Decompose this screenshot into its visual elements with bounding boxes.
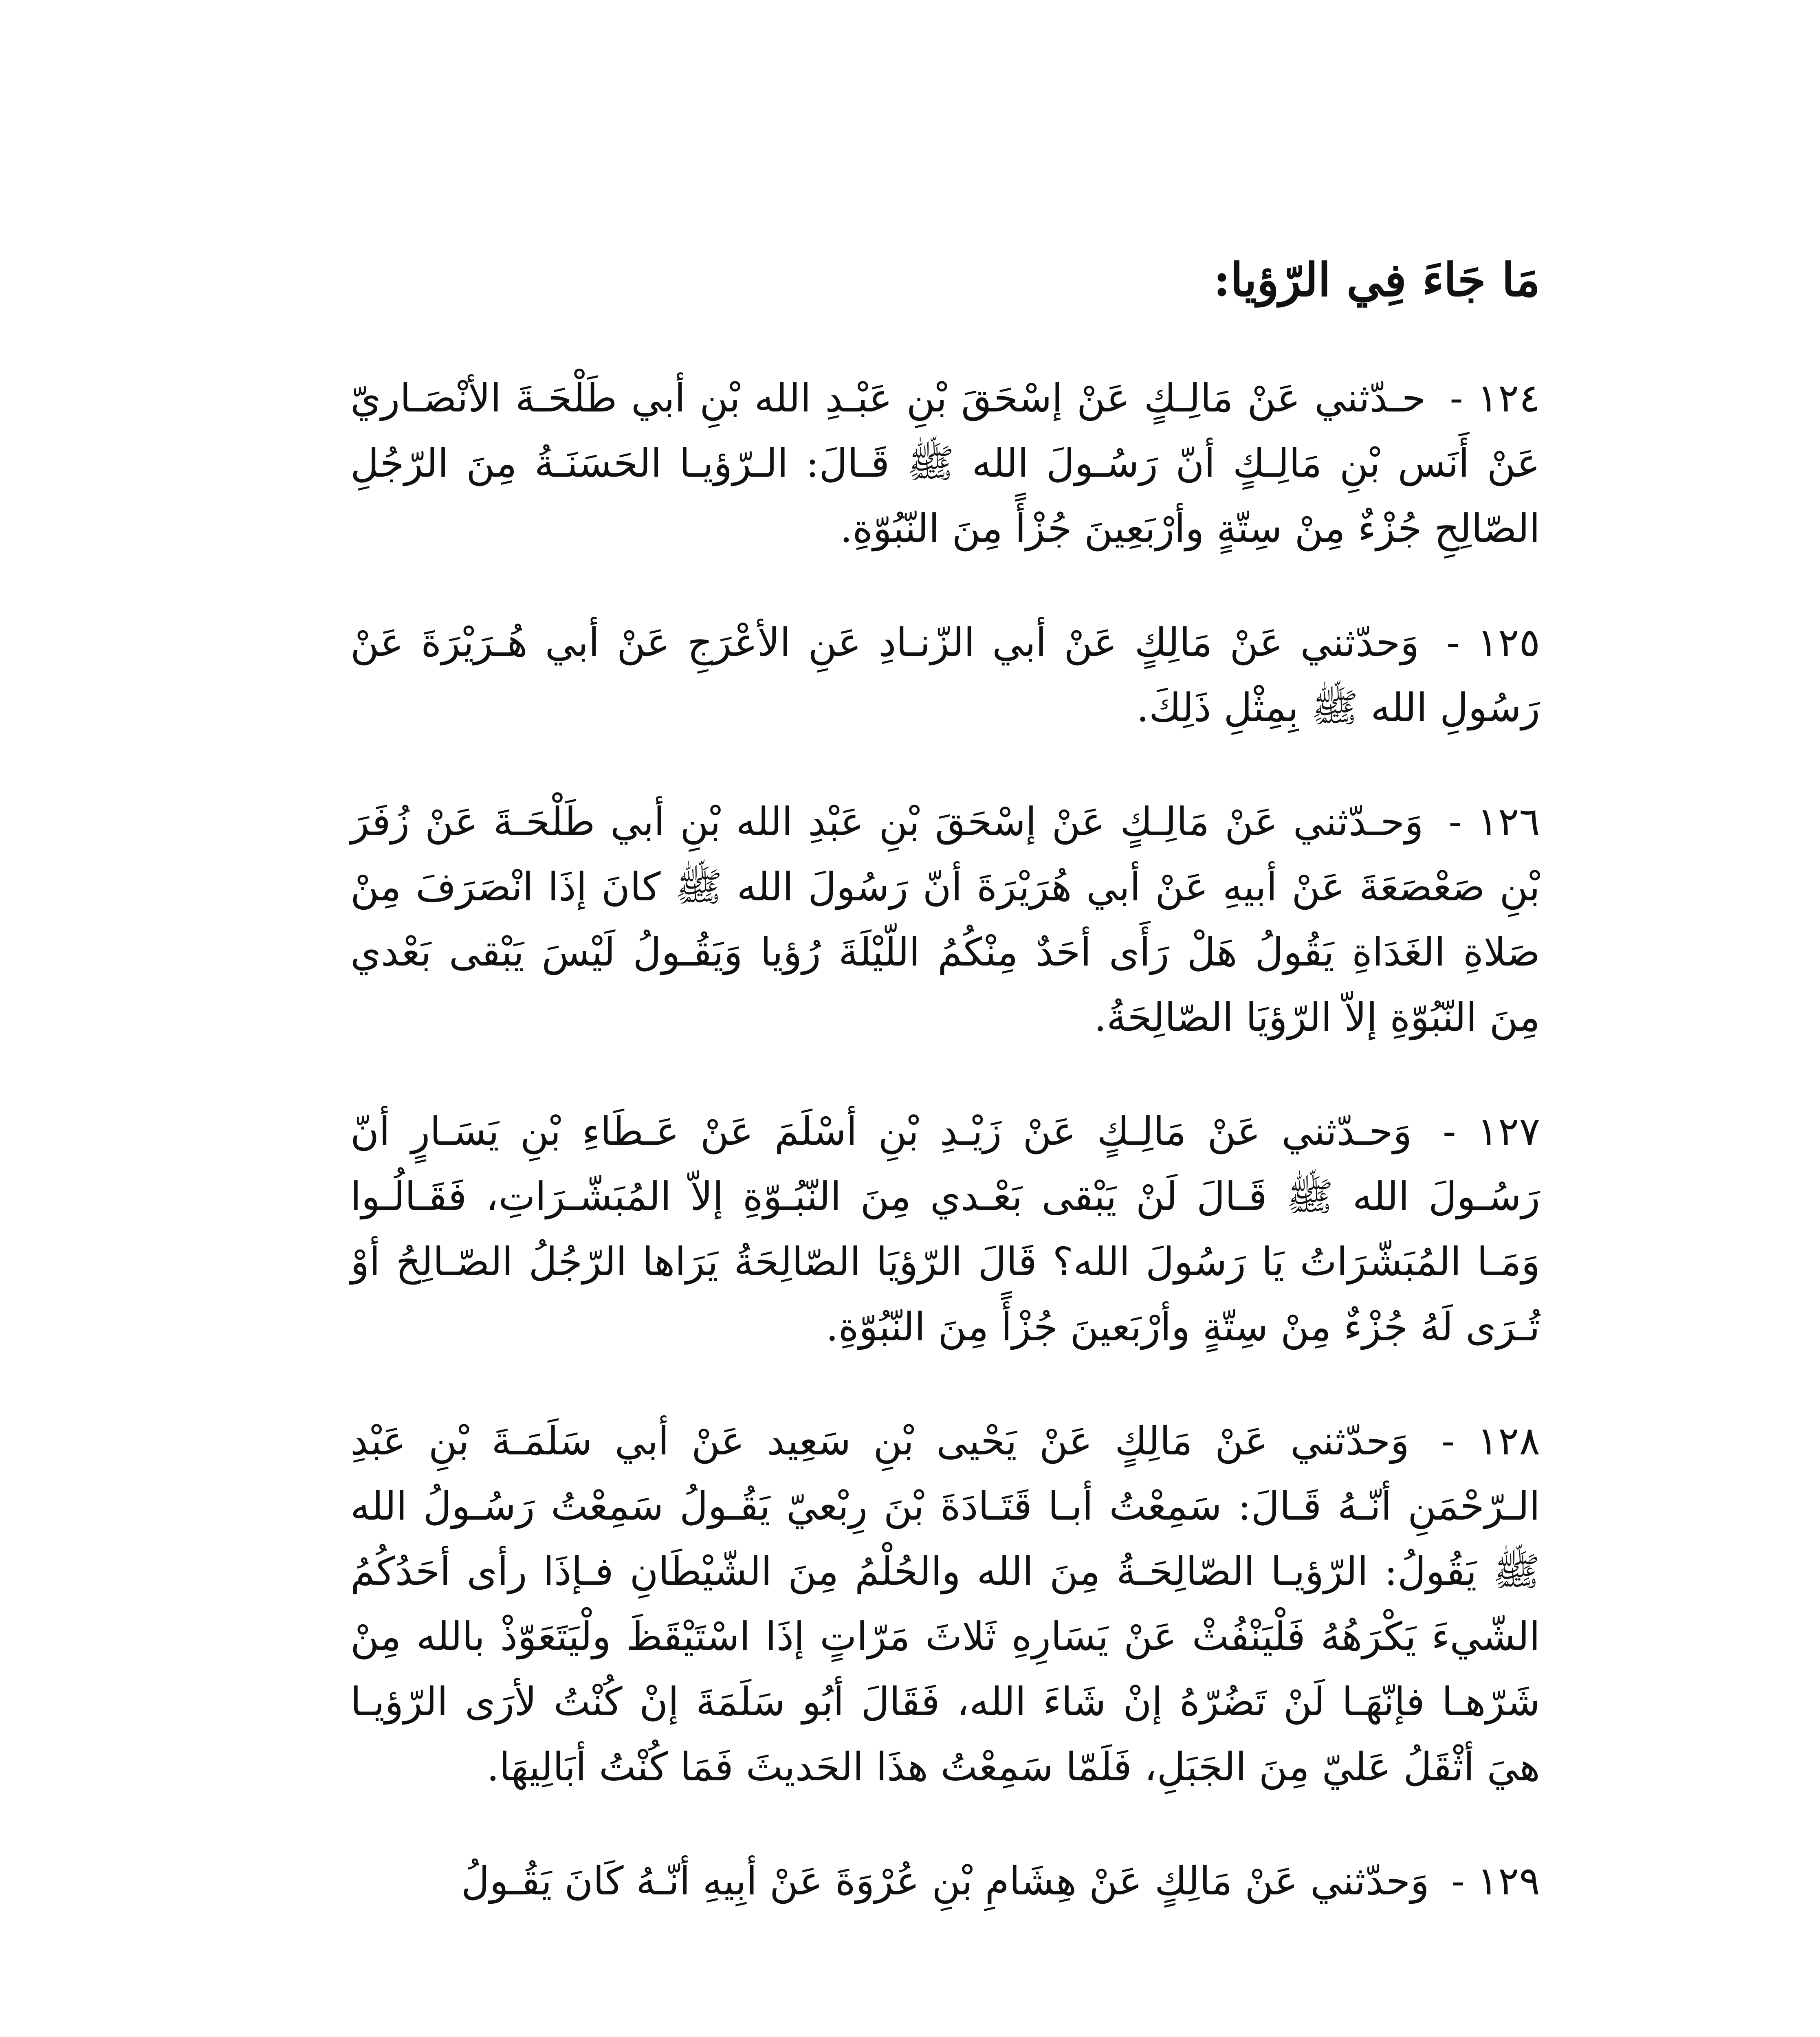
- hadith-paragraph: [350, 1848, 1540, 1914]
- hadith-number: ١٢٨ -: [1441, 1418, 1541, 1464]
- hadith-number: ١٢٦ -: [1448, 799, 1541, 845]
- chapter-heading: مَا جَاءَ فِي الرّؤيا:: [1213, 253, 1540, 307]
- hadith-paragraph: [350, 789, 1540, 1050]
- hadith-text: وَحدّثني عَنْ مَالِكٍ عَنْ هِشَامِ بْنِ عُرْوَةَ عَنْ أبِيهِ أنّـهُ كَانَ يَقُـولُ: [461, 1858, 1429, 1904]
- hadith-paragraph: [350, 610, 1540, 740]
- hadith-paragraph: [350, 1408, 1540, 1799]
- hadith-number: ١٢٤ -: [1450, 375, 1541, 421]
- hadith-paragraph: [350, 365, 1540, 561]
- hadith-number: ١٢٧ -: [1443, 1108, 1541, 1154]
- hadith-text: وَحـدّثني عَنْ مَالِـكٍ عَنْ زَيْـدِ بْنِ أسْلَمَ عَنْ عَـطَاءِ بْنِ يَسَـارٍ أنّ رَسُـولَ الله ﷺ قَـالَ لَنْ يَبْقى بَعْـدي مِنَ النّبُـوّةِ إلاّ المُبَشّـرَاتِ، فَقَـالُـوا وَمَـا المُبَشّرَاتُ يَا رَسُولَ الله؟ قَالَ الرّؤيَا الصّالِحَةُ يَرَاها الرّجُلُ الصّـالِحُ أوْ تُـرَى لَهُ جُزْءٌ مِنْ سِتّةٍ وأرْبَعينَ جُزْأً مِنَ النّبُوّةِ.: [350, 1108, 1540, 1350]
- hadith-paragraph: [350, 1099, 1540, 1359]
- hadith-text: وَحـدّثني عَنْ مَالِـكٍ عَنْ إسْحَقَ بْنِ عَبْدِ الله بْنِ أبي طَلْحَـةَ عَنْ زُفَرَ بْنِ صَعْصَعَةَ عَنْ أبيهِ عَنْ أبي هُرَيْرَةَ أنّ رَسُولَ الله ﷺ كانَ إذَا انْصَرَفَ مِنْ صَلاةِ الغَدَاةِ يَقُولُ هَلْ رَأَى أحَدٌ مِنْكُمُ اللّيْلَةَ رُؤيا وَيَقُـولُ لَيْسَ يَبْقى بَعْدي مِنَ النّبُوّةِ إلاّ الرّؤيَا الصّالِحَةُ.: [350, 799, 1540, 1040]
- hadith-number: ١٢٩ -: [1451, 1858, 1540, 1904]
- hadith-number: ١٢٥ -: [1446, 619, 1540, 665]
- page-body: [350, 249, 1540, 1914]
- hadith-text: وَحدّثني عَنْ مَالِكٍ عَنْ أبي الزّنـادِ عَنِ الأعْرَجِ عَنْ أبي هُـرَيْرَةَ عَنْ رَسُولِ الله ﷺ بِمِثْلِ ذَلِكَ.: [350, 619, 1540, 730]
- hadith-text: حـدّثني عَنْ مَالِـكٍ عَنْ إسْحَقَ بْنِ عَبْـدِ الله بْنِ أبي طَلْحَـةَ الأنْصَـاريّ عَنْ أَنَس بْنِ مَالِـكٍ أنّ رَسُـولَ الله ﷺ قَـالَ: الـرّؤيـا الحَسَنَـةُ مِنَ الرّجُلِ الصّالِحِ جُزْءٌ مِنْ سِتّةٍ وأرْبَعِينَ جُزْأً مِنَ النّبُوّةِ.: [350, 375, 1541, 551]
- hadith-text: وَحدّثني عَنْ مَالِكٍ عَنْ يَحْيى بْنِ سَعِيد عَنْ أبي سَلَمَـةَ بْنِ عَبْدِ الـرّحْمَنِ أنّـهُ قَـالَ: سَمِعْتُ أبـا قَتَـادَةَ بْنَ رِبْعيّ يَقُـولُ سَمِعْتُ رَسُـولُ الله ﷺ يَقُولُ: الرّؤيـا الصّالِحَـةُ مِنَ الله والحُلْمُ مِنَ الشّيْطَانِ فـإذَا رأى أحَدُكُمُ الشّيءَ يَكْرَهُهُ فَلْيَنْفُثْ عَنْ يَسَارِهِ ثَلاثَ مَرّاتٍ إذَا اسْتَيْقَظَ ولْيَتَعَوّذْ بالله مِنْ شَرّهـا فإنّهَـا لَنْ تَضُرّهُ إنْ شَاءَ الله، فَقَالَ أبُو سَلَمَةَ إنْ كُنْتُ لأرَى الرّؤيـا هيَ أثْقَلُ عَليّ مِنَ الجَبَلِ، فَلَمّا سَمِعْتُ هذَا الحَديثَ فَمَا كُنْتُ أبَالِيهَا.: [350, 1418, 1540, 1790]
